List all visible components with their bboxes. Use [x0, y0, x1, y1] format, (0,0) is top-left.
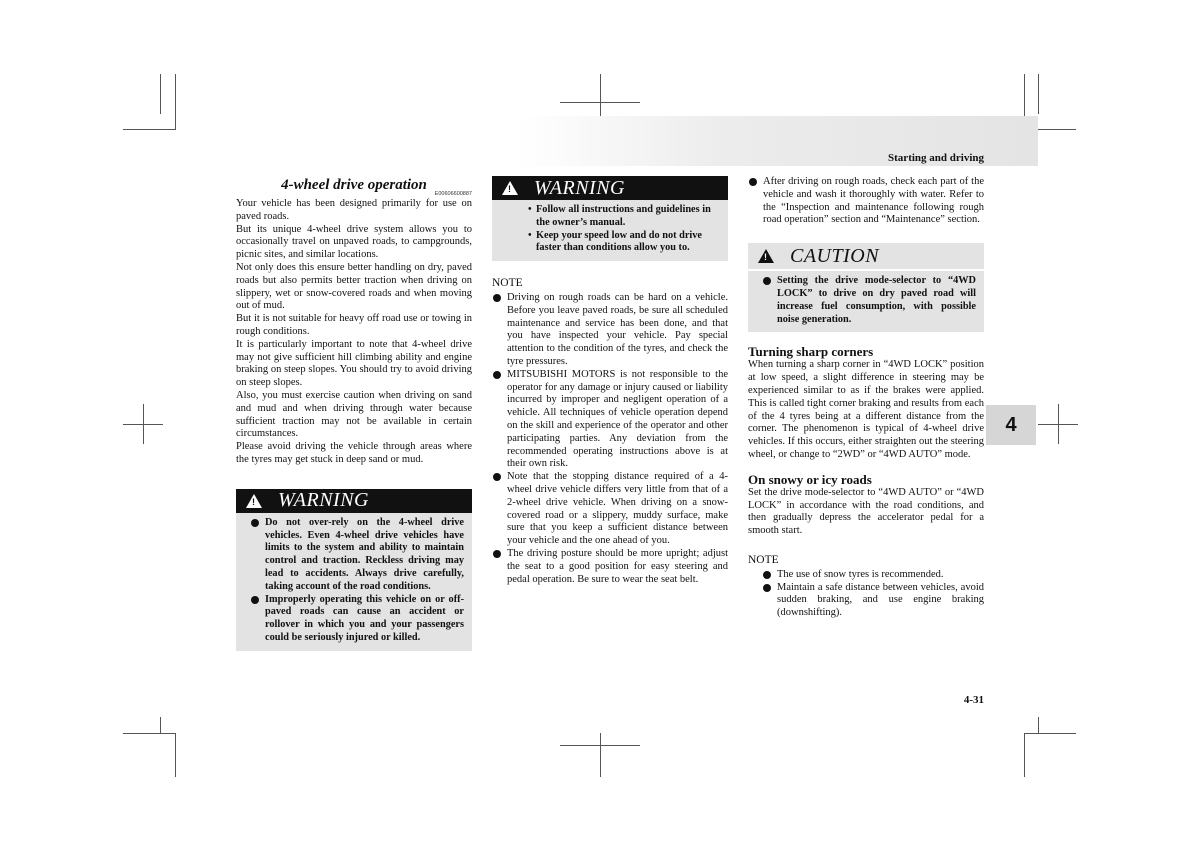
paragraph: Also, you must exercise caution when driving on sand and mud and when driving through water because sufficient traction may not be available in certain circumstances. — [236, 389, 472, 440]
crop-mark — [175, 74, 176, 130]
section-title: Starting and driving — [888, 152, 984, 164]
left-column — [236, 176, 472, 651]
warning-label: WARNING — [278, 489, 369, 512]
crop-mark — [600, 733, 601, 777]
bullet-icon — [493, 371, 501, 379]
bullet-icon — [251, 596, 259, 604]
paragraph: Please avoid driving the vehicle through areas where the tyres may get stuck in deep sand or mud. — [236, 441, 472, 465]
crop-mark — [1038, 717, 1039, 733]
caution-label: CAUTION — [790, 244, 880, 267]
bullet-icon — [763, 571, 771, 579]
bullet-icon — [493, 473, 501, 481]
warning-body — [492, 200, 728, 255]
bullet-icon — [763, 277, 771, 285]
warning-body — [236, 513, 472, 645]
list-item: After driving on rough roads, check each part of the vehicle and wash it thoroughly with water. Refer to the “Inspection and maintenance following rough road operation” section and “Maintenance” section. — [748, 176, 984, 227]
warning-header — [492, 176, 728, 200]
caution-item: Setting the drive mode-selector to “4WD LOCK” to drive on dry paved road will increase fuel consumption, with possible noise generation. — [762, 275, 976, 326]
subheading-turning: Turning sharp corners — [748, 344, 874, 360]
note-list — [748, 569, 984, 620]
crop-mark — [160, 717, 161, 733]
paragraph: It is particularly important to note that 4-wheel drive may not give sufficient hill climbing ability and engine braking on steep slopes. You should try to avoid driving on steep slopes. — [236, 338, 472, 389]
warning-label: WARNING — [534, 176, 625, 199]
warning-item: Do not over-rely on the 4-wheel drive vehicles. Even 4-wheel drive vehicles have limits to the system and ability to maintain control and traction. Reckless driving may lead to accidents. Always drive carefully, taking account of the road conditions. — [250, 517, 464, 594]
caution-header — [748, 243, 984, 271]
note-item: Note that the stopping distance required of a 4-wheel drive vehicle differs very little from that of a 2-wheel drive vehicle. When driving on a snow-covered road or a slippery, muddy surface, make sure that you keep a sufficient distance between your vehicle and the one ahead of you. — [492, 471, 728, 548]
bullet-icon — [749, 178, 757, 186]
warning-box — [492, 176, 728, 261]
crop-mark — [1024, 733, 1076, 734]
caution-body — [748, 271, 984, 326]
bullet-icon — [763, 584, 771, 592]
warning-item: Improperly operating this vehicle on or off-paved roads can cause an accident or rollover in which you and your passengers could be seriously injured or killed. — [250, 594, 464, 645]
crop-mark — [1038, 74, 1039, 114]
caution-triangle-icon: ! — [758, 249, 774, 263]
warning-item: • Keep your speed low and do not drive faster than conditions allow you to. — [528, 229, 703, 254]
note-list — [492, 292, 728, 586]
bullet-icon — [493, 550, 501, 558]
subheading-snowy: On snowy or icy roads — [748, 471, 872, 487]
note-item: Maintain a safe distance between vehicles, avoid sudden braking, and use engine braking (downshifting). — [762, 582, 984, 620]
section-heading: 4-wheel drive operation — [281, 177, 427, 193]
note-item: The use of snow tyres is recommended. — [762, 569, 984, 582]
paragraph: But it is not suitable for heavy off road use or towing in rough conditions. — [236, 313, 472, 337]
page-number: 4-31 — [963, 694, 984, 706]
note-item: Driving on rough roads can be hard on a vehicle. Before you leave paved roads, be sure all scheduled maintenance and service has been done, and that you have inspected your vehicle. Pay special attention to the condition of the tyres, and check the tyre pressures. — [492, 292, 728, 369]
note-item: The driving posture should be more upright; adjust the seat to a good position for easy steering and pedal operation. Be sure to wear the seat belt. — [492, 548, 728, 586]
chapter-number: 4 — [1005, 413, 1017, 436]
middle-column — [492, 176, 728, 586]
caution-box — [748, 243, 984, 332]
paragraph: Your vehicle has been designed primarily for use on paved roads. — [236, 198, 472, 222]
paragraph: But its unique 4-wheel drive system allows you to occasionally travel on unpaved roads, to campgrounds, picnic sites, and similar locations. — [236, 223, 472, 261]
crop-mark — [175, 733, 176, 777]
paragraph: Not only does this ensure better handling on dry, paved roads but also permits better traction when driving on slippery, wet or snow-covered roads and when moving out of mud. — [236, 261, 472, 312]
section-code: E00606600887 — [434, 191, 472, 197]
note-label: NOTE — [492, 277, 523, 290]
crop-mark — [143, 404, 144, 444]
note-item: MITSUBISHI MOTORS is not responsible to the operator for any damage or injury caused or liability incurred by improper and negligent operation of a vehicle. All techniques of vehicle operation depend on the skill and experience of the operator and other participating parties. Any deviation from the recommended operating instructions above is at their own risk. — [492, 369, 728, 471]
warning-item: • Follow all instructions and guidelines in the owner’s manual. — [528, 204, 711, 228]
bullet-icon — [493, 294, 501, 302]
paragraph: Set the drive mode-selector to “4WD AUTO” or “4WD LOCK” in accordance with the road conditions, and then gradually depress the accelerator pedal for a smooth start. — [748, 486, 984, 537]
crop-mark — [1024, 733, 1025, 777]
warning-triangle-icon: ! — [246, 494, 262, 508]
maintenance-list — [748, 176, 984, 227]
warning-header — [236, 489, 472, 513]
note-label: NOTE — [748, 553, 779, 566]
crop-mark — [123, 129, 175, 130]
bullet-icon — [251, 519, 259, 527]
right-column — [748, 176, 984, 620]
warning-box — [236, 489, 472, 651]
warning-triangle-icon: ! — [502, 181, 518, 195]
crop-mark — [123, 733, 175, 734]
chapter-tab — [986, 405, 1036, 445]
crop-mark — [1058, 404, 1059, 444]
crop-mark — [160, 74, 161, 114]
paragraph: When turning a sharp corner in “4WD LOCK” position at low speed, a slight difference in steering may be experienced similar to as if the brakes were applied. This is called tight corner braking and results from each of the 4 tyres being at a different distance from the corner. The phenomenon is typical of 4-wheel drive vehicles. If this occurs, either straighten out the steering wheel, or change to “2WD” or “4WD AUTO” mode. — [748, 359, 984, 460]
